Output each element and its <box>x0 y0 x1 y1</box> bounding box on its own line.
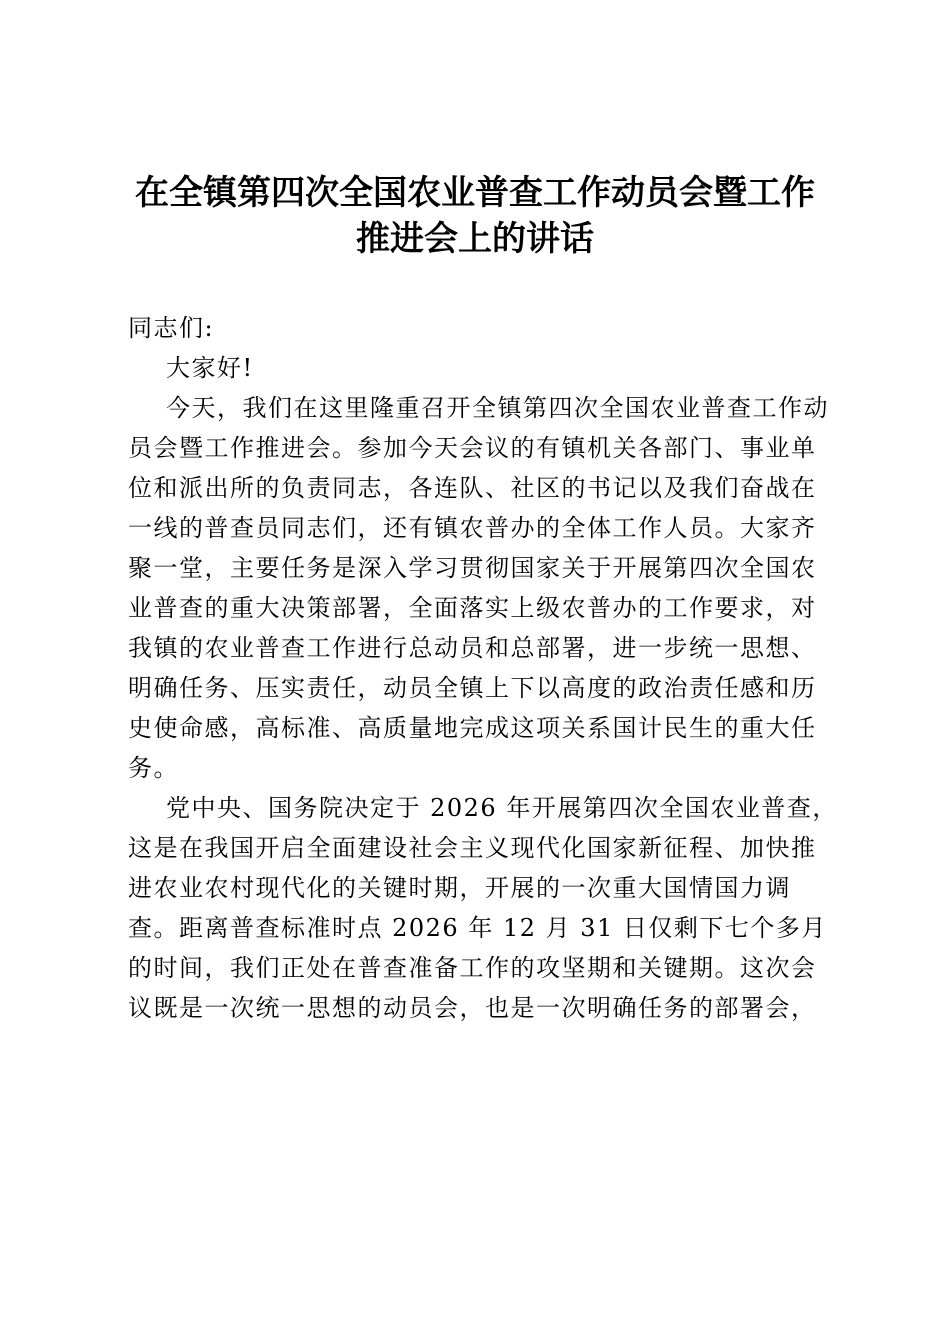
greeting: 大家好! <box>166 354 254 382</box>
paragraph-line: 这是在我国开启全面建设社会主义现代化国家新征程、加快推 <box>128 834 817 862</box>
paragraph-line: 今天，我们在这里隆重召开全镇第四次全国农业普查工作动 <box>166 394 829 422</box>
paragraph-line: 我镇的农业普查工作进行总动员和总部署，进一步统一思想、 <box>128 634 817 662</box>
title-line: 在全镇第四次全国农业普查工作动员会暨工作 <box>135 173 815 213</box>
paragraph-line: 的时间，我们正处在普查准备工作的攻坚期和关键期。这次会 <box>128 954 817 982</box>
paragraph-line: 党中央、国务院决定于 2026 年开展第四次全国农业普查， <box>166 794 838 822</box>
paragraph-1 <box>128 388 828 788</box>
paragraph-line: 务。 <box>128 754 179 782</box>
paragraph-line: 业普查的重大决策部署，全面落实上级农普办的工作要求，对 <box>128 594 817 622</box>
paragraph-line: 聚一堂，主要任务是深入学习贯彻国家关于开展第四次全国农 <box>128 554 817 582</box>
paragraph-line: 议既是一次统一思想的动员会，也是一次明确任务的部署会， <box>128 994 817 1022</box>
paragraph-line: 员会暨工作推进会。参加今天会议的有镇机关各部门、事业单 <box>128 434 817 462</box>
paragraph-line: 位和派出所的负责同志，各连队、社区的书记以及我们奋战在 <box>128 474 817 502</box>
paragraph-line: 一线的普查员同志们，还有镇农普办的全体工作人员。大家齐 <box>128 514 817 542</box>
document-body <box>128 308 838 1028</box>
paragraph-2 <box>128 788 838 1028</box>
document-title <box>120 170 830 262</box>
paragraph-line: 明确任务、压实责任，动员全镇上下以高度的政治责任感和历 <box>128 674 817 702</box>
paragraph-line: 查。距离普查标准时点 2026 年 12 月 31 日仅剩下七个多月 <box>128 914 827 942</box>
title-line: 推进会上的讲话 <box>356 219 594 259</box>
salutation: 同志们: <box>128 314 215 342</box>
paragraph-line: 进农业农村现代化的关键时期，开展的一次重大国情国力调 <box>128 874 791 902</box>
paragraph-line: 史使命感，高标准、高质量地完成这项关系国计民生的重大任 <box>128 714 817 742</box>
